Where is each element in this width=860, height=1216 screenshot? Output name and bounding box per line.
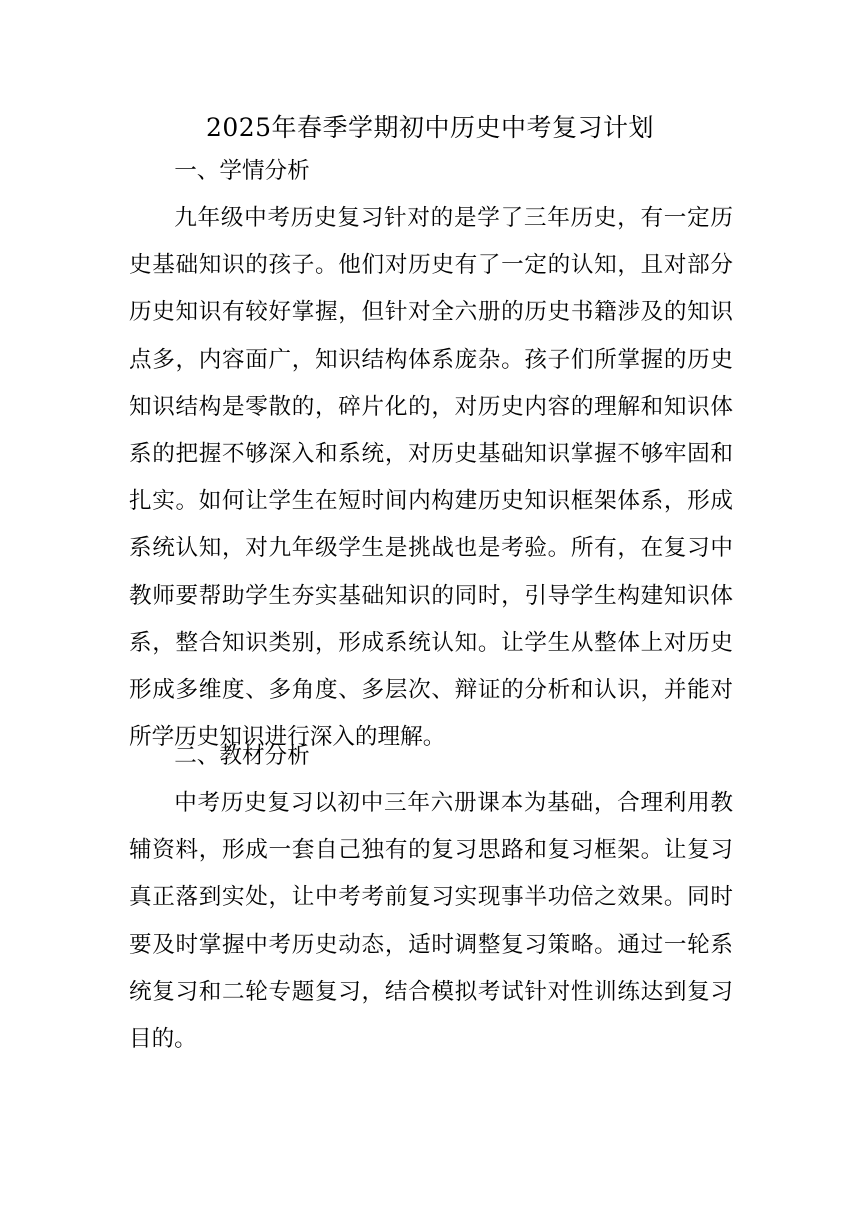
section-paragraph-learning-analysis: 九年级中考历史复习针对的是学了三年历史，有一定历史基础知识的孩子。他们对历史有了一定的认知，且对部分历史知识有较好掌握，但针对全六册的历史书籍涉及的知识点多，内容面广，知识结构体系庞杂。孩子们所掌握的历史知识结构是零散的，碎片化的，对历史内容的理解和知识体系的把握不够深入和系统，对历史基础知识掌握不够牢固和扎实。如何让学生在短时间内构建历史知识框架体系，形成系统认知，对九年级学生是挑战也是考验。所有，在复习中教师要帮助学生夯实基础知识的同时，引导学生构建知识体系，整合知识类别，形成系统认知。让学生从整体上对历史形成多维度、多角度、多层次、辩证的分析和认识，并能对所学历史知识进行深入的理解。 xyxy=(129,205,733,751)
section-heading-textbook-analysis: 二、教材分析 xyxy=(174,743,310,769)
section-heading-learning-analysis: 一、学情分析 xyxy=(174,158,310,184)
section-paragraph-textbook-analysis: 中考历史复习以初中三年六册课本为基础，合理利用教辅资料，形成一套自己独有的复习思路和复习框架。让复习真正落到实处，让中考考前复习实现事半功倍之效果。同时要及时掌握中考历史动态，适时调整复习策略。通过一轮系统复习和二轮专题复习，结合模拟考试针对性训练达到复习目的。 xyxy=(129,790,733,1053)
document-title: 2025年春季学期初中历史中考复习计划 xyxy=(205,113,655,142)
